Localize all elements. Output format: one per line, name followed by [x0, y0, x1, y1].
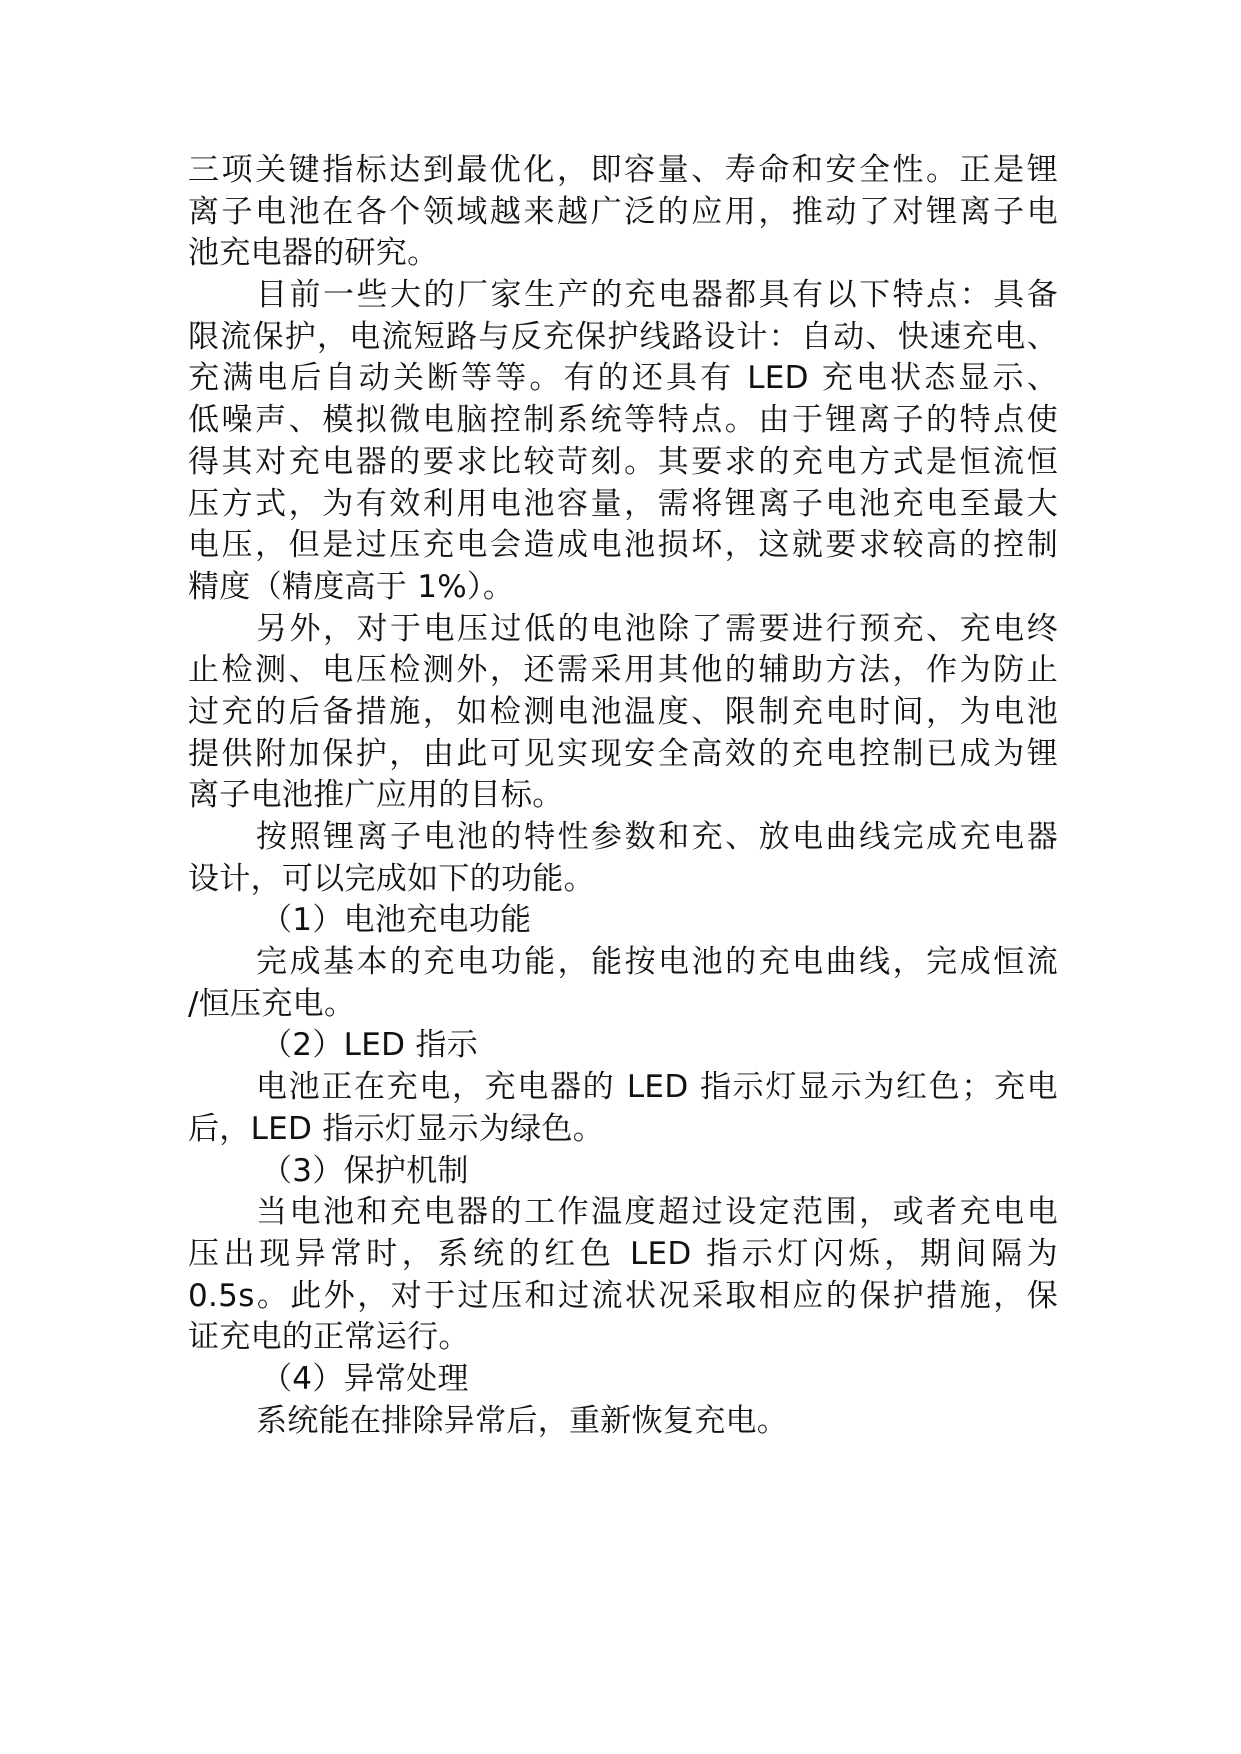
text-line: 止检测、电压检测外，还需采用其他的辅助方法，作为防止: [188, 652, 1058, 689]
text-line: 0.5s。此外，对于过压和过流状况采取相应的保护措施，保: [188, 1277, 1058, 1314]
text-line: 得其对充电器的要求比较苛刻。其要求的充电方式是恒流恒: [188, 443, 1058, 480]
text-line: 系统能在排除异常后，重新恢复充电。: [256, 1402, 789, 1439]
text-line: /恒压充电。: [188, 985, 356, 1022]
text-line: 当电池和充电器的工作温度超过设定范围，或者充电电: [256, 1194, 1058, 1231]
text-line: 证充电的正常运行。: [188, 1319, 470, 1356]
text-line: 池充电器的研究。: [188, 235, 439, 272]
section-heading: （2）LED 指示: [261, 1027, 479, 1064]
text-line: 电池正在充电，充电器的 LED 指示灯显示为红色；充电: [256, 1069, 1058, 1106]
text-line: 过充的后备措施，如检测电池温度、限制充电时间，为电池: [188, 693, 1058, 730]
text-line: 另外，对于电压过低的电池除了需要进行预充、充电终: [256, 610, 1058, 647]
section-heading: （3）保护机制: [261, 1152, 469, 1189]
section-heading: （1）电池充电功能: [261, 902, 532, 939]
text-line: 离子电池在各个领域越来越广泛的应用，推动了对锂离子电: [188, 193, 1058, 230]
text-line: 设计，可以完成如下的功能。: [188, 860, 595, 897]
text-line: 限流保护，电流短路与反充保护线路设计：自动、快速充电、: [188, 318, 1058, 355]
text-line: 压出现异常时，系统的红色 LED 指示灯闪烁，期间隔为: [188, 1235, 1058, 1272]
text-line: 压方式，为有效利用电池容量，需将锂离子电池充电至最大: [188, 485, 1058, 522]
text-line: 低噪声、模拟微电脑控制系统等特点。由于锂离子的特点使: [188, 402, 1058, 439]
document-page: [188, 150, 1058, 1442]
text-line: 充满电后自动关断等等。有的还具有 LED 充电状态显示、: [188, 360, 1058, 397]
text-line: 目前一些大的厂家生产的充电器都具有以下特点：具备: [256, 277, 1058, 314]
text-line: 后，LED 指示灯显示为绿色。: [188, 1110, 605, 1147]
text-line: 精度（精度高于 1%）。: [188, 568, 515, 605]
text-line: 提供附加保护，由此可见实现安全高效的充电控制已成为锂: [188, 735, 1058, 772]
text-line: 电压，但是过压充电会造成电池损坏，这就要求较高的控制: [188, 527, 1058, 564]
text-line: 按照锂离子电池的特性参数和充、放电曲线完成充电器: [256, 819, 1058, 855]
text-line: 完成基本的充电功能，能按电池的充电曲线，完成恒流: [256, 944, 1058, 981]
section-heading: （4）异常处理: [261, 1360, 469, 1397]
text-line: 离子电池推广应用的目标。: [188, 777, 564, 814]
text-line: 三项关键指标达到最优化，即容量、寿命和安全性。正是锂: [188, 152, 1058, 188]
